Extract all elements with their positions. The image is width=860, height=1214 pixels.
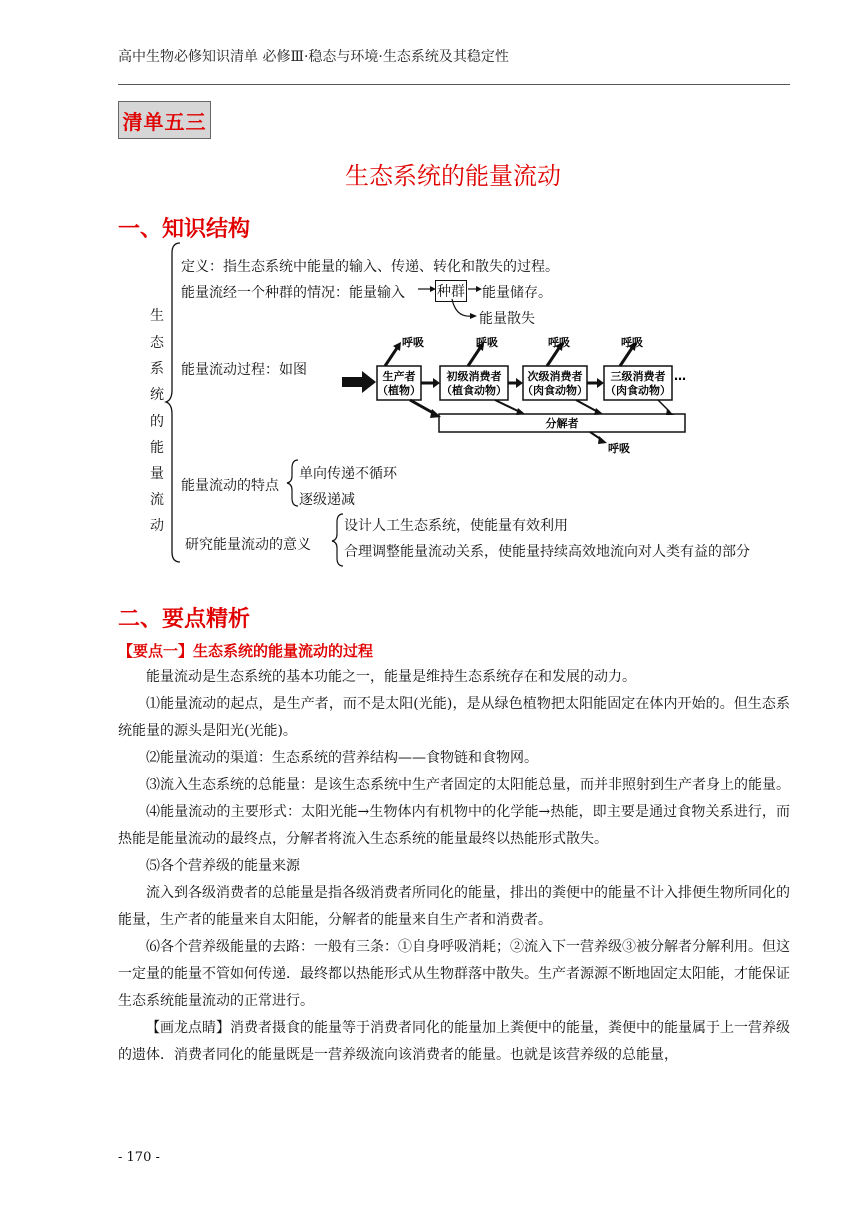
tertiary-consumer-sublabel: （肉食动物） — [605, 384, 671, 397]
population-flow-prefix: 能量流经一个种群的情况：能量输入 — [181, 285, 405, 301]
vertical-label-char: 流 — [150, 492, 164, 508]
vertical-label-char: 系 — [150, 361, 164, 377]
paragraph: ⑵能量流动的渠道：生态系统的营养结构——食物链和食物网。 — [146, 750, 538, 766]
paragraph: ⑶流入生态系统的总能量：是该生态系统中生产者固定的太阳能总量，而并非照射到生产者身上的能量。 — [146, 777, 790, 793]
section-heading-key-points: 二、要点精析 — [118, 607, 251, 632]
decomposer-respiration-label: 呼吸 — [608, 442, 630, 455]
producer-sublabel: （植物） — [377, 384, 421, 397]
tertiary-consumer-label: 三级消费者 — [610, 370, 666, 383]
primary-respiration-label: 呼吸 — [476, 336, 498, 349]
paragraph: ⑴能量流动的起点，是生产者，而不是太阳(光能)，是从绿色植物把太阳能固定在体内开始的。但生态系统能量的源头是阳光(光能)。 — [118, 696, 790, 739]
paragraph: 流入到各级消费者的总能量是指各级消费者所同化的能量，排出的粪便中的能量不计入排便生物所同化的能量，生产者的能量来自太阳能，分解者的能量来自生产者和消费者。 — [118, 885, 790, 928]
significance-label: 研究能量流动的意义 — [185, 537, 311, 553]
decomposer-label: 分解者 — [545, 417, 579, 430]
tertiary-respiration-label: 呼吸 — [621, 336, 643, 349]
chain-ellipsis: … — [674, 369, 686, 383]
vertical-label-char: 统 — [150, 387, 164, 403]
page-title: 生态系统的能量流动 — [345, 162, 561, 190]
vertical-label-char: 动 — [150, 518, 164, 534]
feature-item: 单向传递不循环 — [299, 466, 397, 482]
paragraph: ⑷能量流动的主要形式：太阳光能→生物体内有机物中的化学能→热能，即主要是通过食物关系进行，而热能是能量流动的最终点，分解者将流入生态系统的能量最终以热能形式散失。 — [118, 804, 790, 847]
energy-flow-diagram — [340, 330, 690, 460]
energy-dissipation-label: 能量散失 — [479, 311, 535, 327]
secondary-consumer-sublabel: （肉食动物） — [522, 384, 588, 397]
vertical-label-char: 生 — [150, 308, 164, 324]
running-header: 高中生物必修知识清单 必修Ⅲ·稳态与环境·生态系统及其稳定性 — [118, 49, 509, 65]
vertical-label-char: 能 — [150, 440, 164, 456]
key-points-body — [118, 664, 790, 1069]
paragraph: ⑹各个营养级能量的去路：一般有三条：①自身呼吸消耗；②流入下一营养级③被分解者分解利用。但这一定量的能量不管如何传递．最终都以热能形式从生物群落中散失。生产者源源不断地固定太阳能，才能保证生态系统能量流动的正常进行。 — [118, 939, 790, 1009]
population-flow-suffix: 能量储存。 — [482, 285, 552, 301]
features-label: 能量流动的特点 — [181, 478, 279, 494]
producer-label: 生产者 — [382, 370, 416, 383]
significance-item: 设计人工生态系统，使能量有效利用 — [344, 518, 568, 534]
vertical-label-char: 的 — [150, 414, 164, 430]
population-box: 种群 — [435, 280, 467, 302]
primary-consumer-label: 初级消费者 — [446, 370, 502, 383]
knowledge-braces — [0, 0, 860, 600]
secondary-respiration-label: 呼吸 — [548, 336, 570, 349]
definition-text: 定义：指生态系统中能量的输入、传递、转化和散失的过程。 — [181, 259, 559, 275]
paragraph: 能量流动是生态系统的基本功能之一，能量是维持生态系统存在和发展的动力。 — [146, 669, 636, 685]
secondary-consumer-label: 次级消费者 — [527, 370, 583, 383]
vertical-label-char: 量 — [150, 466, 164, 482]
page-number: - 170 - — [118, 1150, 160, 1165]
section-heading-knowledge-structure: 一、知识结构 — [118, 217, 251, 242]
feature-item: 逐级递减 — [299, 492, 355, 508]
vertical-label-char: 态 — [150, 335, 164, 351]
producer-respiration-label: 呼吸 — [402, 336, 424, 349]
paragraph: ⑸各个营养级的能量来源 — [146, 858, 300, 874]
significance-item: 合理调整能量流动关系，使能量持续高效地流向对人类有益的部分 — [344, 544, 750, 560]
paragraph: 【画龙点睛】消费者摄食的能量等于消费者同化的能量加上粪便中的能量，粪便中的能量属于上一营养级的遗体．消费者同化的能量既是一营养级流向该消费者的能量。也就是该营养级的总能量， — [118, 1020, 790, 1063]
primary-consumer-sublabel: （植食动物） — [441, 384, 507, 397]
point-one-title: 【要点一】生态系统的能量流动的过程 — [118, 642, 374, 660]
process-label: 能量流动过程：如图 — [181, 362, 307, 378]
list-tag: 清单五三 — [118, 101, 211, 139]
sunlight-input-arrow — [342, 371, 376, 393]
